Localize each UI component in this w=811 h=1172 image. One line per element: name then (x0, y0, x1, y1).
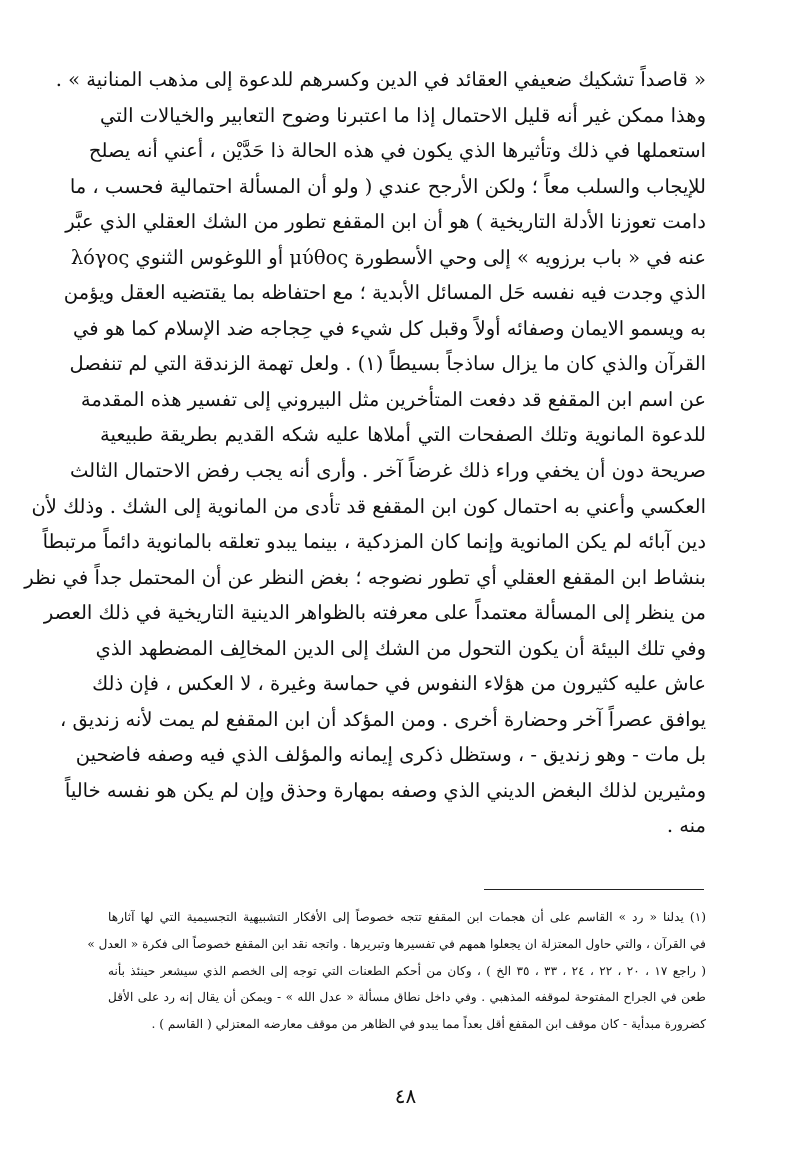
body-line: للإيجاب والسلب معاً ؛ ولكن الأرجح عندي ( ولو أن المسألة احتمالية فحسب ، ما (69, 174, 706, 198)
body-line: عاش عليه كثيرون من هؤلاء النفوس في حماسة وغيرة ، لا العكس ، فإن ذلك (92, 672, 706, 696)
footnote-line: في القرآن ، والتي حاول المعتزلة ان يجعلوا همهم في تفسيرها وتبريرها . واتجه نقد ابن المقفع خصوصاً الى فكرة « العدل » (87, 936, 706, 951)
body-line: من ينظر إلى المسألة معتمداً على معرفته بالظواهر الدينية التاريخية في ذلك العصر (43, 601, 706, 625)
body-line: دين آبائه لم يكن المانوية وإنما كان المزدكية ، بينما يبدو تعلقه بالمانوية دائماً مرتبطاً (42, 530, 706, 554)
body-line: منه . (666, 814, 706, 838)
body-line: الذي وجدت فيه نفسه حَل المسائل الأبدية ؛ مع احتفاظه بما يقتضيه العقل ويؤمن (63, 281, 706, 305)
body-line: عنه في « باب برزويه » إلى وحي الأسطورة μύθος أو اللوغوس الثنوي λόγος (70, 245, 706, 269)
page-number: ٤٨ (394, 1084, 417, 1108)
body-line: به ويسمو الايمان وصفائه أولاً وقبل كل شيء في حِجاجه ضد الإسلام كما هو في (72, 316, 706, 340)
footnote-line: (١) يدلنا « رد » القاسم على أن هجمات ابن المقفع تتجه خصوصاً إلى الأفكار التشبيهية التجسيمية التي لها آثارها (108, 910, 706, 924)
body-line: عن اسم ابن المقفع قد دفعت المتأخرين مثل البيروني إلى تفسير هذه المقدمة (80, 387, 706, 411)
body-line: بنشاط ابن المقفع العقلي أي تطور نضوجه ؛ بغض النظر عن أن المحتمل جداً في نظر (24, 565, 706, 589)
footnote-divider (484, 889, 704, 890)
body-line: دامت تعوزنا الأدلة التاريخية ) هو أن ابن المقفع تطور من الشك العقلي الذي عبَّر (65, 210, 706, 234)
body-line: وهذا ممكن غير أنه قليل الاحتمال إذا ما اعتبرنا وضوح التعابير والخيالات التي (100, 103, 706, 127)
body-line: استعملها في ذلك وتأثيرها الذي يكون في هذه الحالة ذا حَدَّيْن ، أعني أنه يصلح (88, 139, 706, 163)
footnote-line: كضرورة مبدأية - كان موقف ابن المقفع أقل بعداً مما يبدو في الظاهر من موقف معارضه المعتزلي ( القاسم ) . (151, 1017, 706, 1032)
footnote-block (87, 904, 707, 1038)
body-text (24, 62, 706, 844)
body-line: للدعوة المانوية وتلك الصفحات التي أملاها عليه شكه القديم بطريقة طبيعية (100, 423, 706, 447)
body-line: ومثيرين لذلك البغض الديني الذي وصفه بمهارة وحذق وإن لم يكن هو نفسه خالياً (64, 778, 706, 802)
body-line: القرآن والذي كان ما يزال ساذجاً بسيطاً (١) . ولعل تهمة الزندقة التي لم تنفصل (69, 352, 706, 376)
body-line: العكسي وأعني به احتمال كون ابن المقفع قد تأدى من المانوية إلى الشك . وذلك لأن (31, 494, 706, 518)
body-line: يوافق عصراً آخر وحضارة أخرى . ومن المؤكد أن ابن المقفع لم يمت لأنه زنديق ، (59, 707, 706, 731)
body-line: وفي تلك البيئة أن يكون التحول من الشك إلى الدين المخالِف المضطهد الذي (95, 636, 706, 660)
body-line: « قاصداً تشكيك ضعيفي العقائد في الدين وكسرهم للدعوة إلى مذهب المنانية » . (55, 68, 706, 91)
footnote-line: ( راجع ١٧ ، ٢٠ ، ٢٢ ، ٢٤ ، ٣٣ ، ٣٥ الخ ) ، وكان من أحكم الطعنات التي توجه إلى الخصم الذي سيشعر حينئذ بأنه (108, 963, 707, 978)
footnote-line: طعن في الجراح المفتوحة لموقفه المذهبي . وفي داخل نطاق مسألة « عدل الله » - ويمكن أن يقال إنه رد على الأقل (108, 990, 706, 1005)
body-line: صريحة دون أن يخفي وراء ذلك غرضاً آخر . وأرى أنه يجب رفض الاحتمال الثالث (70, 459, 706, 483)
body-line: بل مات - وهو زنديق - ، وستظل ذكرى إيمانه والمؤلف الذي فيه وصفه فاضحين (75, 743, 706, 767)
